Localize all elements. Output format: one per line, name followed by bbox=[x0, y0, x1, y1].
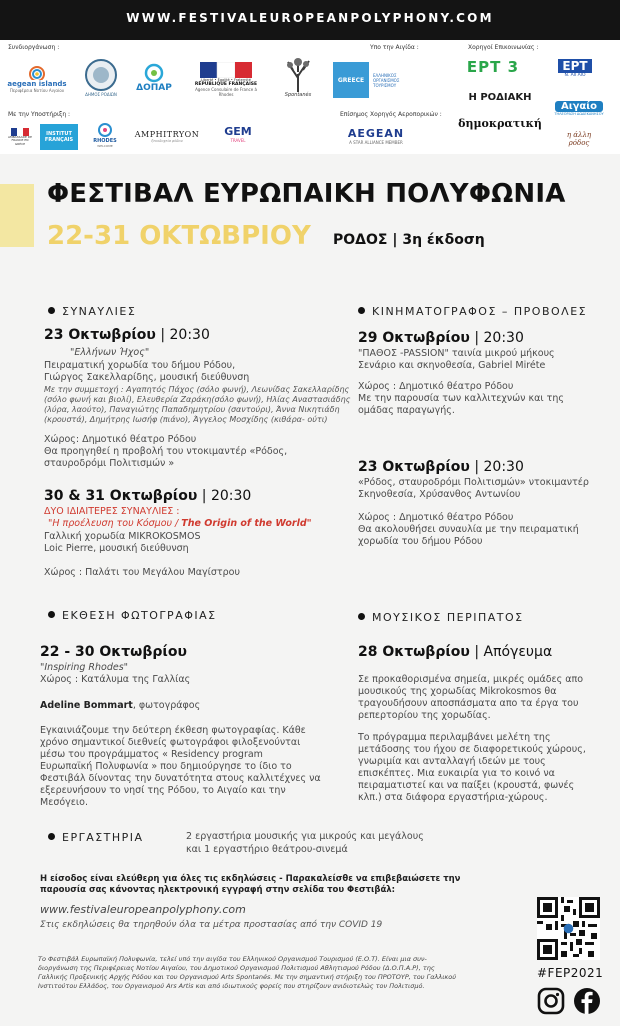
bullet-icon bbox=[48, 833, 55, 840]
cinema-1-time: | 20:30 bbox=[469, 330, 524, 346]
festival-dates: 22-31 ΟΚΤΩΒΡΙΟΥ bbox=[47, 221, 311, 251]
photo-desc-7: Μεσόγειο. bbox=[40, 797, 88, 808]
aigaio-subtext: ΤΗΛΕΟΡΑΣΗ ΔΩΔΕΚΑΝΗΣΟΥ bbox=[554, 111, 604, 116]
qr-code-icon[interactable] bbox=[537, 897, 600, 960]
ert-aigaio-logo bbox=[552, 54, 598, 82]
eot-text: ΕΛΛΗΝΙΚΟΣ ΟΡΓΑΝΙΣΜΟΣ ΤΟΥΡΙΣΜΟΥ bbox=[373, 72, 400, 88]
photo-desc-2: χρόνο σημαντικοί διεθνείς φωτογράφοι φιλοξενούνται bbox=[40, 737, 301, 748]
rodiaki-text: Η ΡΟΔΙΑΚΗ bbox=[468, 91, 532, 103]
walk-p1-1: Σε προκαθορισμένα σημεία, μικρές ομάδες απο bbox=[358, 674, 584, 685]
footer-note-3: Γαλλικής Προξενικής Αρχής Ρόδου και του Οργανισμού Arts Spontanés. Με την σημαντική στήριξη του ΠΡΟΤΟΥΡ, του Γαλλικού bbox=[38, 973, 456, 981]
under-aegis-label: Υπο την Αιγίδα : bbox=[370, 44, 419, 51]
spontanes-logo bbox=[276, 52, 320, 102]
concert-2-date bbox=[44, 488, 251, 504]
ert3-text: ΕΡΤ 3 bbox=[466, 58, 520, 76]
dimokratiki-logo bbox=[456, 115, 544, 131]
top-url-bar bbox=[0, 0, 620, 40]
rhodes-text: RHODES bbox=[93, 138, 117, 144]
concert-1-venue-3: σταυροδρόμι Πολιτισμών » bbox=[44, 458, 175, 469]
photo-desc-3: μέσω του προγράμματος « Residency program bbox=[40, 749, 263, 760]
concert-1-line-2: Γιώργος Σακελλαρίδης, μουσική διεύθυνση bbox=[44, 372, 250, 383]
concert-1-time: | 20:30 bbox=[155, 327, 210, 343]
aegean-airlines-logo bbox=[326, 121, 426, 151]
aegean-islands-subtext: Περιφέρεια Νοτίου Αιγαίου bbox=[9, 87, 65, 93]
dopar-text: ΔΟΠΑΡ bbox=[136, 83, 172, 93]
walk-p1-2: μουσικούς της χορωδίας Mikrokosmos θα bbox=[358, 686, 557, 697]
ert-subtext: Ν. ΑΙΓΑΙΟ bbox=[564, 72, 586, 78]
photographer-role: , φωτογράφος bbox=[132, 700, 201, 711]
aegean-islands-text: aegean islands bbox=[7, 79, 67, 88]
greece-badge bbox=[333, 62, 369, 98]
concert-1-small-2: (σόλο φωνή και βιολί), Ελευθερία Ζαράκη(σόλο φωνή), Ηλίας Αναστασιάδης bbox=[44, 395, 351, 404]
walk-p2-3: γνωριμία και ανταλλαγή ιδεών με τους bbox=[358, 756, 546, 767]
gem-travel-logo bbox=[214, 120, 262, 148]
concert-2-title bbox=[48, 518, 312, 530]
walk-p2-5: πειραματιστεί και να παίξει (κρουστά, φωνές bbox=[358, 780, 575, 791]
cinema-heading bbox=[358, 305, 587, 318]
concert-2-time: | 20:30 bbox=[197, 488, 252, 504]
concerts-heading-text: ΣΥΝΑΥΛΙΕΣ bbox=[62, 305, 137, 318]
walk-p2-1: Το πρόγραμμα περιλαμβάνει μελέτη της bbox=[358, 732, 551, 743]
support-label: Με την Υποστήριξη : bbox=[8, 111, 71, 118]
star-alliance-text: A STAR ALLIANCE MEMBER bbox=[349, 140, 403, 145]
bullet-icon bbox=[358, 307, 365, 314]
photographer-name: Adeline Bommart bbox=[40, 700, 133, 711]
photo-heading bbox=[48, 609, 217, 622]
cinema-1-line-2: Σενάριο και σκηνοθεσία, Gabriel Miréte bbox=[358, 360, 546, 371]
aigaio-tv-logo bbox=[548, 97, 610, 119]
dopar-swirl-icon bbox=[141, 63, 167, 83]
spontanes-text: Spontanés bbox=[284, 92, 312, 98]
workshops-line-2: και 1 εργαστήριο θεάτρου-σινεμά bbox=[186, 844, 348, 855]
ert3-logo bbox=[462, 56, 524, 78]
dimos-rodou-text: ΔΗΜΟΣ ΡΟΔΙΩΝ bbox=[85, 91, 117, 97]
cinema-2-venue-1: Χώρος : Δημοτικό θέατρο Ρόδου bbox=[358, 512, 514, 523]
concert-1-small-4: (κρουστά), Δημήτρης Ιωσήφ (πιάνο), Άγγελος Μοσχίδης (κιθάρα- ούτι) bbox=[44, 415, 328, 424]
dimos-rodou-logo bbox=[80, 54, 122, 100]
republique-francaise-logo bbox=[188, 58, 264, 100]
cinema-2-time: | 20:30 bbox=[469, 459, 524, 475]
walk-p2-2: μετάδοσης του ήχου σε διαφορετικούς χώρους, bbox=[358, 744, 586, 755]
instagram-icon[interactable] bbox=[537, 987, 565, 1015]
amphitryon-text: AMPHITRYON bbox=[134, 129, 200, 139]
greece-eot-logo bbox=[332, 60, 424, 100]
rodiaki-logo bbox=[458, 90, 542, 104]
script-logo-text: η άλλη ρόδος bbox=[566, 131, 592, 147]
concerts-heading bbox=[48, 305, 136, 318]
photo-desc-4: Ευρωπαϊκή Πολυφωνία » που δημιούργησε το ίδιο το bbox=[40, 761, 292, 772]
aegean-text: AEGEAN bbox=[347, 127, 405, 140]
concert-1-day: 23 Οκτωβρίου bbox=[44, 327, 156, 343]
covid-notice: Στις εκδηλώσεις θα τηρηθούν όλα τα μέτρα προστασίας από την COVID 19 bbox=[40, 920, 383, 930]
republique-text: RÉPUBLIQUE FRANÇAISE bbox=[194, 81, 258, 87]
walk-heading-text: ΜΟΥΣΙΚΟΣ ΠΕΡΙΠΑΤΟΣ bbox=[372, 611, 524, 624]
cinema-2-venue-3: χορωδία του δήμου Ρόδου bbox=[358, 536, 483, 547]
photo-desc-1: Εγκαινιάζουμε την δεύτερη έκθεση φωτογραφίας. Κάθε bbox=[40, 725, 306, 736]
workshops-heading-text: ΕΡΓΑΣΤΗΡΙΑ bbox=[62, 831, 144, 844]
institut-francais-text: INSTITUT FRANÇAIS bbox=[44, 131, 74, 143]
concert-1-line-1: Πειραματική χορωδία του δήμου Ρόδου, bbox=[44, 360, 236, 371]
facebook-icon[interactable] bbox=[573, 987, 601, 1015]
concert-1-small-3: (λύρα, λαούτο), Παναγιώτης Παπαδημητρίου (σαντούρι), Άννα Νικητιάδη bbox=[44, 405, 340, 414]
walk-p2-4: επισκέπτες. Μια ευκαιρία για το κοινό να bbox=[358, 768, 555, 779]
co-organizers-label: Συνδιοργάνωση : bbox=[8, 44, 60, 51]
amphitryon-subtext: ξενοδοχεία ρόδου bbox=[151, 138, 183, 143]
concert-2-special: ΔΥΟ ΙΔΙΑΙΤΕΡΕΣ ΣΥΝΑΥΛΙΕΣ : bbox=[44, 506, 180, 517]
concert-1-venue-1: Χώρος: Δημοτικό θέατρο Ρόδου bbox=[44, 434, 197, 445]
cinema-1-line-1: "ΠΑΘΟΣ -PASSION" ταινία μικρού μήκους bbox=[358, 348, 555, 359]
footer-note-1: Το Φεστιβάλ Ευρωπαϊκή Πολυφωνία, τελεί υπό την αιγίδα του Ελληνικού Οργανισμού Τουρισμού (Ε.Ο.Τ). Είναι μια συν- bbox=[38, 955, 427, 963]
concert-1-venue-2: Θα προηγηθεί η προβολή του ντοκιμαντέρ «Ρόδος, bbox=[44, 446, 288, 457]
cinema-2-line-2: Σκηνοθεσία, Χρύσανθος Αντωνίου bbox=[358, 489, 521, 500]
cinema-1-day: 29 Οκτωβρίου bbox=[358, 330, 470, 346]
concert-2-venue: Χώρος : Παλάτι του Μεγάλου Μαγίστρου bbox=[44, 567, 240, 578]
festival-title: ΦΕΣΤΙΒΑΛ ΕΥΡΩΠΑΙΚΗ ΠΟΛΥΦΩΝΙΑ bbox=[47, 179, 566, 209]
photo-heading-text: ΕΚΘΕΣΗ ΦΩΤΟΓΡΑΦΙΑΣ bbox=[62, 609, 217, 622]
republique-motto: Liberté • Égalité • Fraternité bbox=[201, 77, 251, 82]
bullet-icon bbox=[358, 613, 365, 620]
concert-1-date bbox=[44, 327, 210, 343]
walk-p1-3: τραγουδήσουν αποσπάσματα απο τα έργα του bbox=[358, 698, 579, 709]
cinema-1-venue-1: Χώρος : Δημοτικό θέατρο Ρόδου bbox=[358, 381, 514, 392]
walk-time: | Απόγευμα bbox=[469, 644, 553, 660]
rhodes-subtext: WELCOME bbox=[97, 144, 113, 148]
gem-subtext: TRAVEL bbox=[230, 138, 246, 143]
rhodes-flower-icon bbox=[96, 122, 114, 138]
walk-p2-6: κλπ.) στα διάφορα εργαστήρια-χώρους. bbox=[358, 792, 548, 803]
french-flag-icon bbox=[200, 62, 252, 78]
ert-text: ΕΡΤ bbox=[558, 59, 591, 73]
concert-2-title-en: The Origin of the World" bbox=[181, 518, 312, 529]
concert-2-title-gr: "Η προέλευση του Κόσμου / bbox=[48, 518, 182, 529]
yellow-accent-block bbox=[0, 184, 34, 247]
photo-photographer bbox=[40, 700, 200, 712]
cinema-1-venue-3: ομάδας παραγωγής. bbox=[358, 405, 455, 416]
website-url[interactable]: WWW.FESTIVALEUROPEANPOLYPHONY.COM bbox=[126, 11, 494, 25]
agence-consulaire-text: Agence Consulaire de France à Rhodes bbox=[195, 86, 257, 97]
institut-francais-logo bbox=[40, 124, 78, 150]
dimokratiki-text: δημοκρατική bbox=[458, 116, 542, 130]
entry-info-2: παρουσία σας κάνοντας ηλεκτρονική εγγραφή στην σελίδα του Φεστιβάλ: bbox=[40, 885, 396, 895]
photo-venue: Χώρος : Κατάλυμα της Γαλλίας bbox=[40, 674, 191, 685]
embassy-text: AMBASSADE DE FRANCE EN GRÈCE bbox=[7, 134, 33, 146]
air-sponsor-label: Επίσημος Χορηγός Αεροπορικών : bbox=[340, 111, 442, 118]
greece-text: GREECE bbox=[337, 76, 365, 84]
concert-2-day: 30 & 31 Οκτωβρίου bbox=[44, 488, 198, 504]
concert-2-line-1: Γαλλική χορωδία MIKROKOSMOS bbox=[44, 531, 201, 542]
gem-text: GEM bbox=[224, 125, 252, 138]
poster bbox=[0, 154, 620, 1026]
cinema-2-day: 23 Οκτωβρίου bbox=[358, 459, 470, 475]
sponsor-strip bbox=[0, 40, 620, 154]
concert-2-line-2: Loic Pierre, μουσική διεύθυνση bbox=[44, 543, 189, 554]
cinema-1-date bbox=[358, 330, 524, 346]
cinema-2-date bbox=[358, 459, 524, 475]
workshops-heading bbox=[48, 831, 144, 844]
footer-note-2: διοργάνωση της Περιφέρειας Νοτίου Αιγαίου, του Δημοτικού Οργανισμού Πολιτισμού Αθλητισμού Ρόδου (Δ.Ο.Π.Α.Ρ), της bbox=[38, 964, 435, 972]
aegean-islands-logo bbox=[6, 55, 68, 99]
photo-title: "Inspiring Rhodes" bbox=[40, 662, 129, 673]
script-logo bbox=[556, 130, 602, 148]
concert-1-title: "Ελλήνων Ήχος" bbox=[70, 347, 150, 358]
bullet-icon bbox=[48, 611, 55, 618]
photo-desc-6: εξερευνήσουν το νησί της Ρόδου, το Αιγαίο και την bbox=[40, 785, 286, 796]
rhodes-logo bbox=[88, 120, 122, 150]
cinema-2-line-1: «Ρόδος, σταυροδρόμι Πολιτισμών» ντοκιμαντέρ bbox=[358, 477, 589, 488]
footer-note-4: Ινστιτούτου Ελλάδος, του Οργανισμού Ars Artis και από ιδιωτικούς φορείς που στηρίζουν ανιδιοτελώς τον Πολιτισμό. bbox=[38, 982, 425, 990]
bullet-icon bbox=[48, 307, 55, 314]
hashtag: #FEP2021 bbox=[537, 966, 604, 980]
dopar-logo bbox=[132, 58, 176, 98]
concert-1-small-1: Με την συμμετοχή : Αγαπητός Πάχος (σόλο φωνή), Λεωνίδας Σακελλαρίδης bbox=[44, 385, 350, 394]
media-sponsors-label: Χορηγοί Επικοινωνίας : bbox=[468, 44, 539, 51]
amphitryon-logo bbox=[132, 124, 202, 148]
footer-url[interactable]: www.festivaleuropeanpolyphony.com bbox=[40, 903, 246, 916]
embassy-logo bbox=[6, 124, 34, 150]
cinema-heading-text: ΚΙΝΗΜΑΤΟΓΡΑΦΟΣ – ΠΡΟΒΟΛΕΣ bbox=[372, 305, 588, 318]
municipal-seal-icon bbox=[84, 58, 118, 92]
cinema-1-venue-2: Με την παρουσία των καλλιτεχνών και της bbox=[358, 393, 564, 404]
aigaio-text: Αιγαίο bbox=[555, 101, 603, 112]
photo-desc-5: Φεστιβάλ δίνοντας την δυνατότητα στους καλλιτέχνες να bbox=[40, 773, 321, 784]
walk-heading bbox=[358, 611, 524, 624]
tree-icon bbox=[285, 56, 311, 92]
workshops-line-1: 2 εργαστήρια μουσικής για μικρούς και μεγάλους bbox=[186, 831, 424, 842]
festival-edition: ΡΟΔΟΣ | 3η έκδοση bbox=[333, 232, 485, 248]
walk-day: 28 Οκτωβρίου bbox=[358, 644, 470, 660]
walk-p1-4: ρεπερτορίου της χορωδίας. bbox=[358, 710, 491, 721]
photo-date bbox=[40, 644, 187, 660]
photo-date-text: 22 - 30 Οκτωβρίου bbox=[40, 644, 187, 660]
sun-rings-icon bbox=[24, 62, 50, 80]
cinema-2-venue-2: Θα ακολουθήσει συναυλία με την πειραματική bbox=[358, 524, 579, 535]
entry-info-1: Η είσοδος είναι ελεύθερη για όλες τις εκδηλώσεις - Παρακαλείσθε να επιβεβαιώσετε την bbox=[40, 874, 461, 884]
walk-date bbox=[358, 644, 552, 660]
